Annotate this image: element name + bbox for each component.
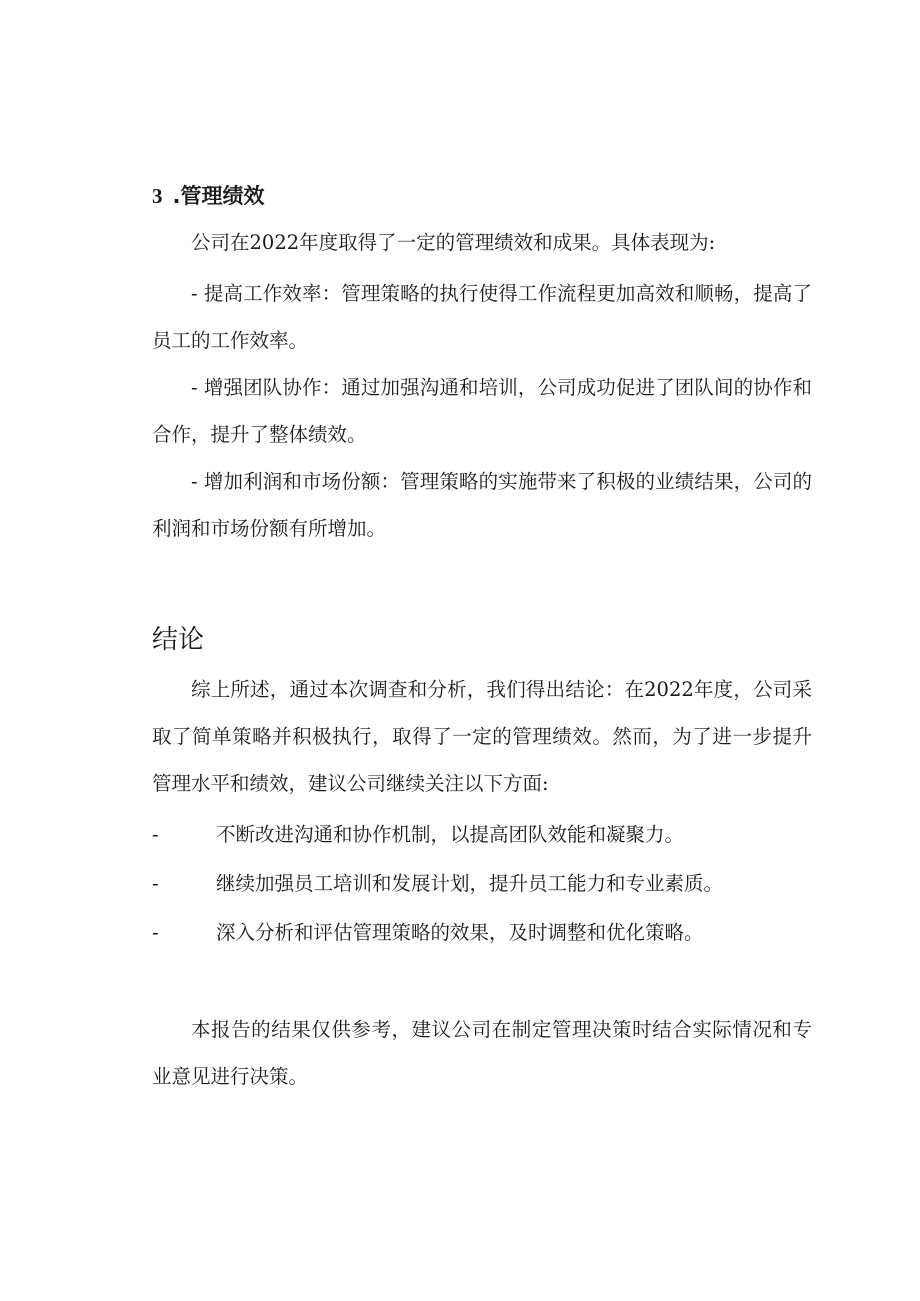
- achievement-item: - 提高工作效率：管理策略的执行使得工作流程更加高效和顺畅，提高了员工的工作效率。: [152, 282, 812, 352]
- section-title: .管理绩效: [172, 184, 265, 208]
- conclusion-heading: 结论: [152, 625, 205, 655]
- achievement-item: - 增加利润和市场份额：管理策略的实施带来了积极的业绩结果，公司的利润和市场份额有所增加。: [152, 470, 812, 540]
- section-number: 3: [152, 184, 163, 208]
- bullet-dash: -: [152, 872, 159, 895]
- conclusion-body: 综上所述，通过本次调查和分析，我们得出结论：在2022年度，公司采取了简单策略并积极执行，取得了一定的管理绩效。然而，为了进一步提升管理水平和绩效，建议公司继续关注以下方面:: [152, 678, 812, 795]
- section-intro: 公司在2022年度取得了一定的管理绩效和成果。具体表现为:: [191, 231, 716, 254]
- recommendation-text: 继续加强员工培训和发展计划，提升员工能力和专业素质。: [216, 872, 724, 895]
- recommendation-text: 不断改进沟通和协作机制，以提高团队效能和凝聚力。: [216, 823, 685, 846]
- achievement-item: - 增强团队协作：通过加强沟通和培训，公司成功促进了团队间的协作和合作，提升了整体绩效。: [152, 376, 812, 446]
- bullet-dash: -: [152, 921, 159, 944]
- bullet-dash: -: [152, 823, 159, 846]
- recommendation-text: 深入分析和评估管理策略的效果，及时调整和优化策略。: [216, 921, 704, 944]
- closing-note: 本报告的结果仅供参考，建议公司在制定管理决策时结合实际情况和专业意见进行决策。: [152, 1018, 812, 1088]
- section-heading: [152, 180, 264, 212]
